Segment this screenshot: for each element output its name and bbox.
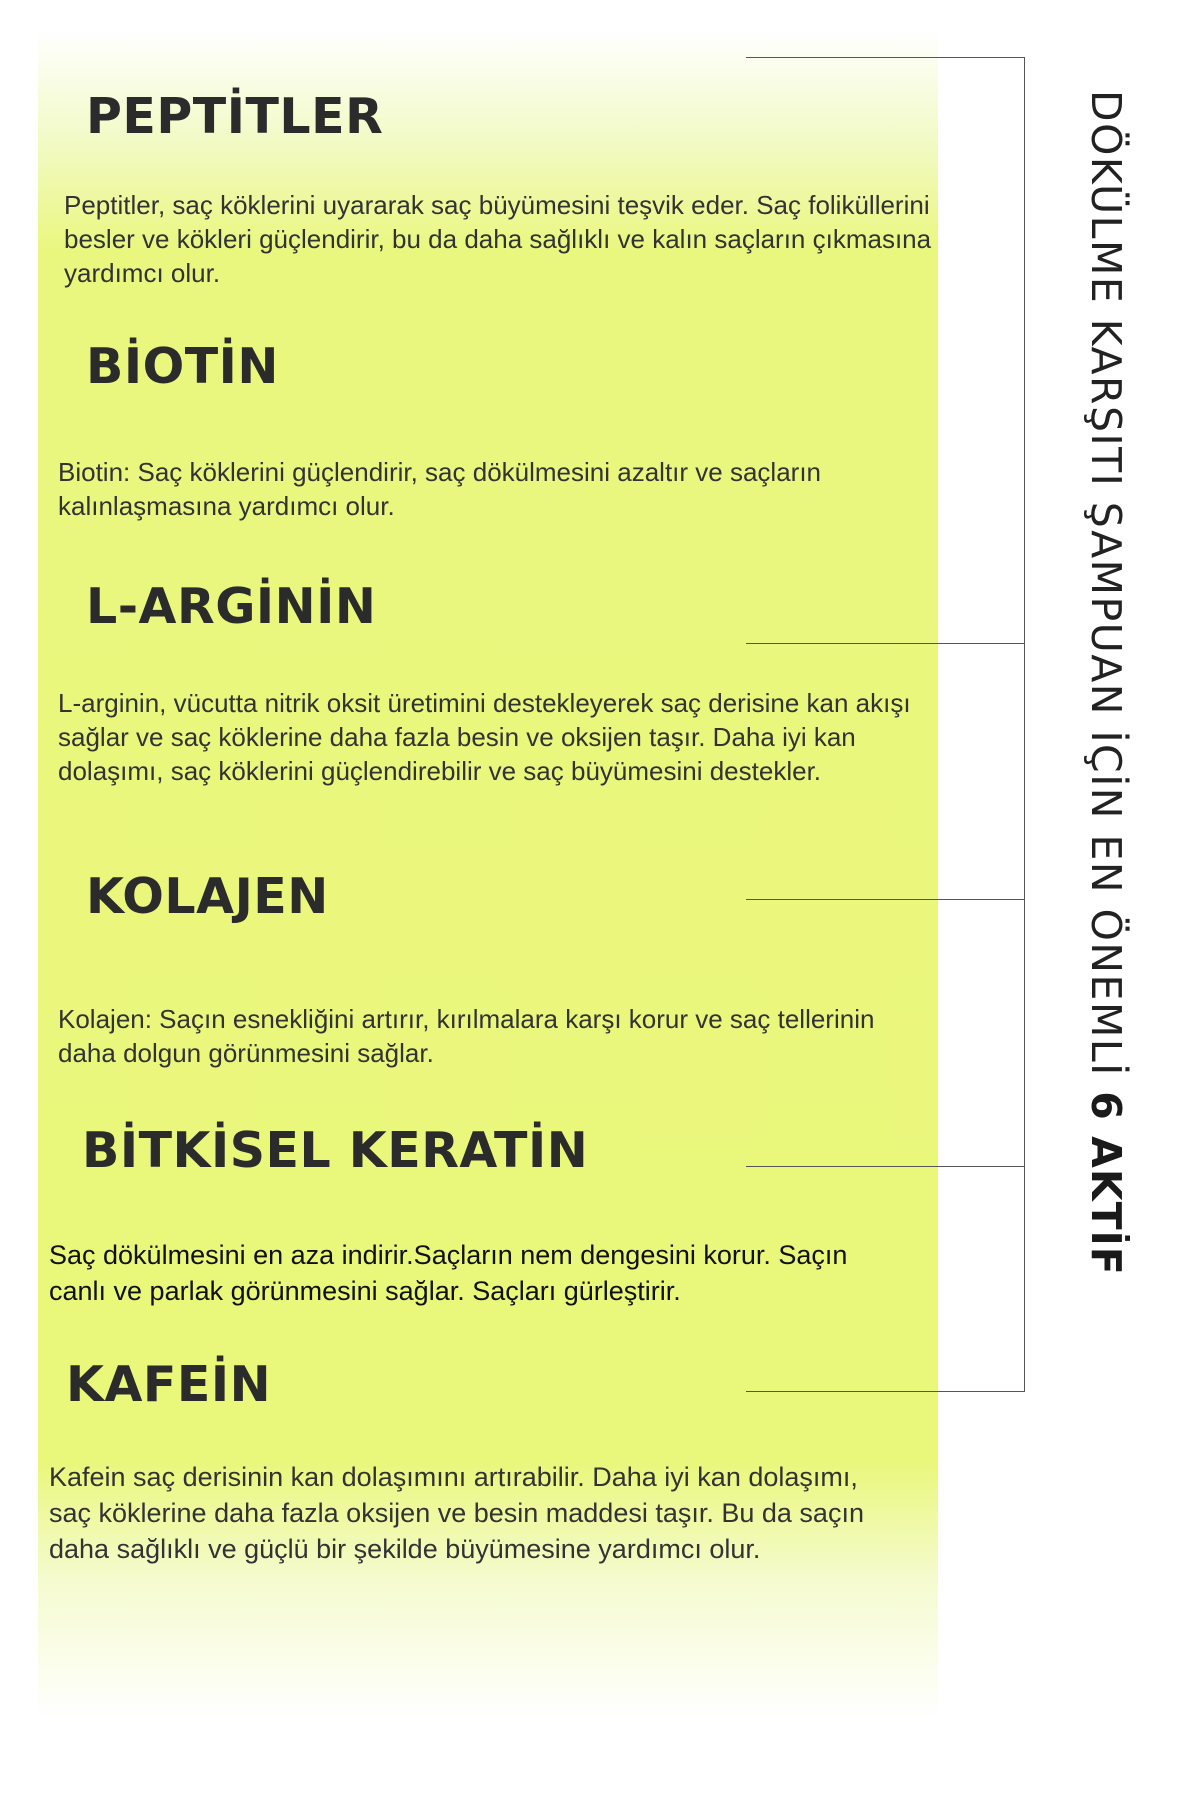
active-title-kolajen: KOLAJEN bbox=[86, 868, 329, 925]
connector-line-3 bbox=[746, 899, 1024, 900]
active-title-kafein: KAFEİN bbox=[66, 1356, 272, 1413]
active-description-biotin: Biotin: Saç köklerini güçlendirir, saç dökülmesini azaltır ve saçların kalınlaşmasına yardımcı olur. bbox=[58, 457, 822, 521]
active-description-peptitler: Peptitler, saç köklerini uyararak saç büyümesini teşvik eder. Saç foliküllerini besler ve kökleri güçlendirir, bu da daha sağlıklı ve kalın saçların çıkmasına yardımcı olur. bbox=[64, 190, 932, 288]
active-title-bitkisel-keratin: BİTKİSEL KERATİN bbox=[82, 1122, 589, 1179]
active-description-bitkisel-keratin: Saç dökülmesini en aza indirir.Saçların nem dengesini korur. Saçın canlı ve parlak görünmesini sağlar. Saçları gürleştirir. bbox=[49, 1240, 848, 1306]
active-title-biotin: BİOTİN bbox=[86, 338, 279, 395]
side-title bbox=[1082, 90, 1130, 1276]
connector-line-5 bbox=[746, 1391, 1024, 1392]
active-title-l-arginin: L-ARGİNİN bbox=[86, 578, 377, 635]
connector-spine bbox=[1024, 57, 1025, 1392]
connector-line-1 bbox=[746, 57, 1024, 58]
connector-line-4 bbox=[746, 1166, 1024, 1167]
active-title-peptitler: PEPTİTLER bbox=[86, 88, 384, 145]
active-description-kolajen: Kolajen: Saçın esnekliğini artırır, kırılmalara karşı korur ve saç tellerinin daha dolgun görünmesini sağlar. bbox=[58, 1004, 875, 1068]
side-title-prefix: DÖKÜLME KARŞITI ŞAMPUAN İÇİN EN ÖNEMLİ bbox=[1082, 90, 1130, 1092]
active-description-l-arginin: L-arginin, vücutta nitrik oksit üretimini destekleyerek saç derisine kan akışı sağlar ve saç köklerine daha fazla besin ve oksijen taşır. Daha iyi kan dolaşımı, saç köklerini güçlendirebilir ve saç büyümesini destekler. bbox=[58, 688, 911, 786]
connector-line-2 bbox=[746, 643, 1024, 644]
active-description-kafein: Kafein saç derisinin kan dolaşımını artırabilir. Daha iyi kan dolaşımı, saç köklerine daha fazla oksijen ve besin maddesi taşır. Bu da saçın daha sağlıklı ve güçlü bir şekilde büyümesine yardımcı olur. bbox=[49, 1462, 864, 1564]
side-title-emphasis: 6 AKTİF bbox=[1082, 1091, 1130, 1276]
